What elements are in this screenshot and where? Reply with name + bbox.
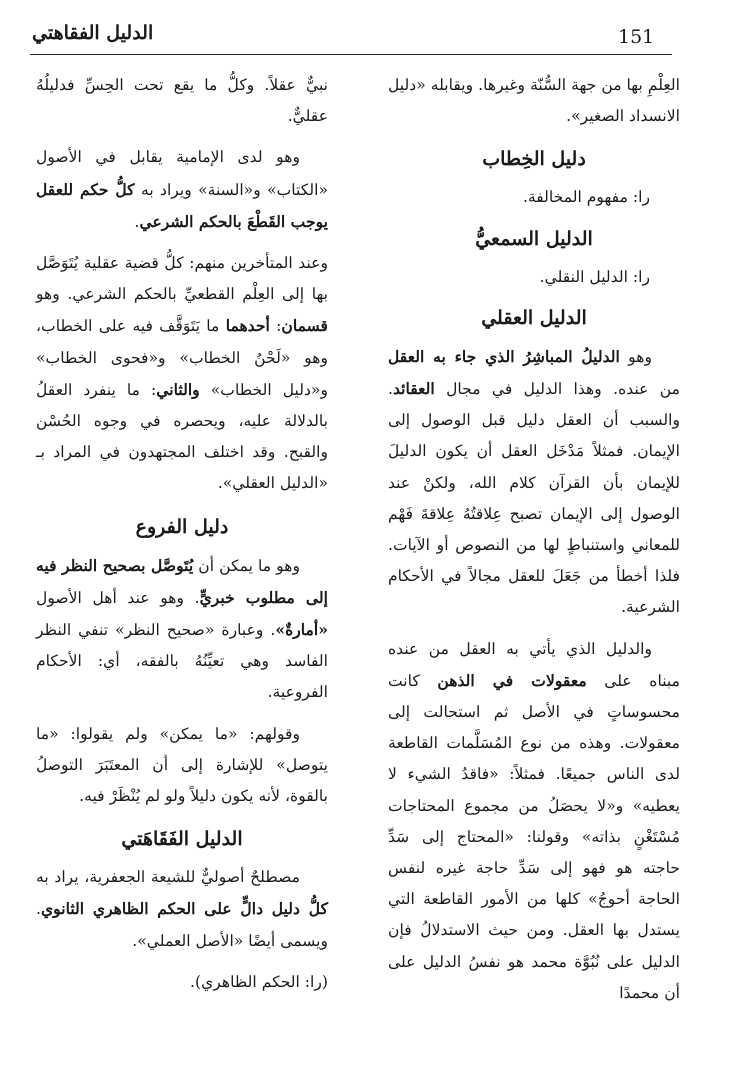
- cross-reference: را: الدليل النقلي.: [539, 267, 650, 286]
- paragraph-qawl: وقولهم: «ما يمكن» ولم يقولوا: «ما يتوصل» للإشارة إلى أن المعتَبَرَ التوصلُ بالقوة، لأنه يكون دليلاً ولو لم يُنْظَرْ فيه.: [36, 724, 328, 806]
- cross-reference: (را: الحكم الظاهري).: [190, 972, 328, 991]
- paragraph-furu: وهو ما يمكن أن يُتَوصَّل بصحيح النظر فيه إلى مطلوب خبريٍّ. وهو عند أهل الأصول «أمارةٌ». وعبارة «صحيح النظر» تنفي النظر الفاسد وهي تعيِّنُهُ بالفقه، أي: الأحكام الفروعية.: [36, 555, 328, 702]
- cross-reference: را: مفهوم المخالفة.: [522, 188, 650, 207]
- page-number: 151: [618, 26, 655, 48]
- paragraph-intro: العِلْمِ بها من جهة السُّنّة وغيرها. ويقابله «دليل الانسداد الصغير».: [388, 76, 680, 126]
- paragraph-aqli-2: والدليل الذي يأتي به العقل من عنده مبناه على معقولات في الذهن كانت محسوساتٍ في الأصل ثم استحالت إلى معقولات. وهذه من نوع المُسَلَّمات القاطعة لدى الناس جميعًا. فمثلاً: «فاقدُ الشيء لا يعطيه» و«لا يحصَلُ من مجموع المحتاجات مُسْتَغْنٍ بذاته» وقولنا: «المحتاج إلى سَدِّ حاجته هو فهو إلى سَدِّ حاجة غيره لنفس الحاجة أحوجُ» كلها من الأمور القاطعة التي يستدل بها العقل. ومن حيث الاستدلالُ فإن الدليل على نُبُوَّة محمد هو نفسُ الدليل على أن محمدًا: [388, 639, 680, 1002]
- paragraph-mutaakhirin: وعند المتأخرين منهم: كلُّ قضية عقلية يُتَوَصَّل بها إلى العِلْم القطعيِّ بالحكم الشرعي. وهو قسمان: أحدهما ما يَتَوَقَّف فيه على الخطاب، وهو «لَحْنُ الخطاب» و«فحوى الخطاب» و«دليل الخطاب» والثاني: ما ينفرد العقلُ بالدلالة عليه، ويحصره في وجوه الحُسْن والقبح. وقد اختلف المجتهدون في المراد بـ «الدليل العقلي».: [36, 254, 329, 493]
- entry-heading-samii: الدليل السمعيُّ: [475, 227, 593, 250]
- paragraph-fuqahati: مصطلحٌ أصوليٌّ للشيعة الجعفرية، يراد به كلُّ دليل دالٍّ على الحكم الظاهري الثانوي. ويسمى أيضًا «الأصل العملي».: [36, 868, 328, 950]
- running-title: الدليل الفقاهتي: [32, 22, 154, 44]
- header-rule: [30, 54, 672, 55]
- entry-heading-aqli: الدليل العقلي: [481, 306, 587, 329]
- entry-heading-fuqahati: الدليل الفَقَاهَتي: [121, 828, 243, 851]
- entry-heading-furu: دليل الفروع: [135, 515, 229, 538]
- right-column: [388, 70, 680, 1019]
- entry-heading-khitab: دليل الخِطاب: [482, 148, 586, 171]
- paragraph-imamiya: وهو لدى الإمامية يقابل في الأصول «الكتاب» و«السنة» ويراد به كلُّ حكم للعقل يوجب القَطْعَ بالحكم الشرعي.: [36, 148, 328, 231]
- paragraph-continuation: نبيٌّ عقلاً. وكلُّ ما يقع تحت الحِسِّ فدليلُهُ عقليٌّ.: [36, 76, 328, 126]
- page-header: [0, 0, 740, 56]
- left-column: [36, 70, 328, 1008]
- paragraph-aqli-1: وهو الدليلُ المباشِرُ الذي جاء به العقل من عنده. وهذا الدليل في مجال العقائد. والسبب أن العقل دليل قبل الوصول إلى الإيمان. فمثلاً مَدْخَل العقل أن يكون الدليلَ للإيمان بأن القرآن كلام الله، ولكنْ عند الوصول إلى الإيمان تصبح عِلاقتُهُ عِلاقةَ فَهْم للمعاني واستنباطٍ لها من النصوص أو الآيات. فلذا أخطأ من جَعَلَ للعقل مجالاً في الأحكام الشرعية.: [388, 346, 680, 617]
